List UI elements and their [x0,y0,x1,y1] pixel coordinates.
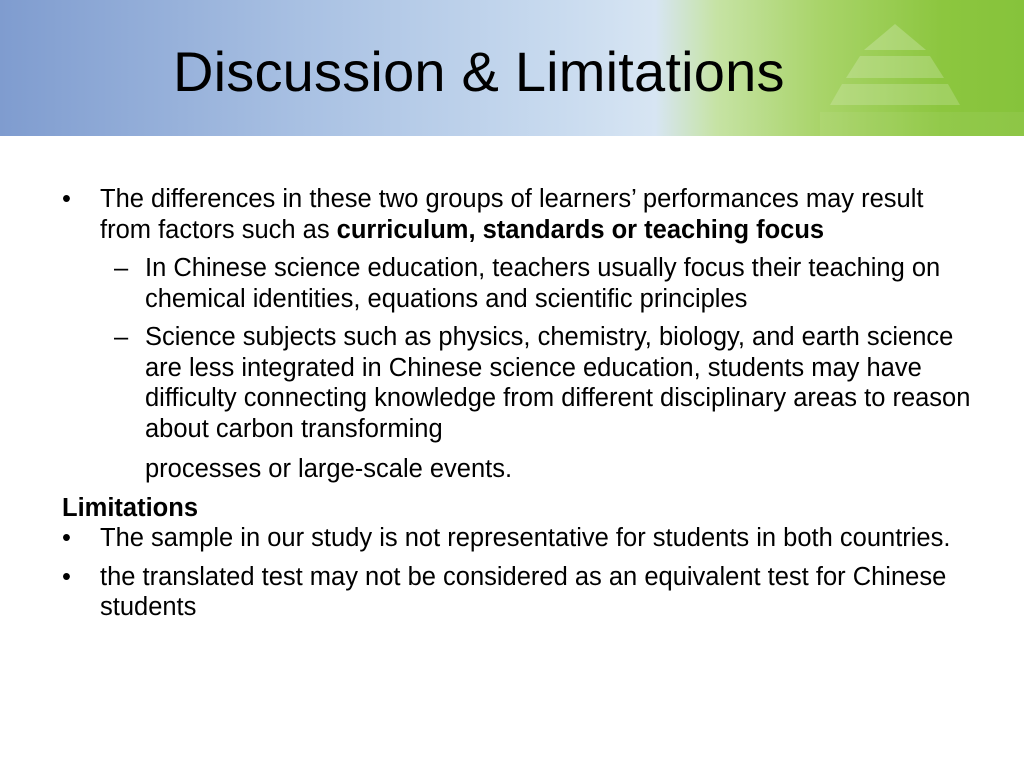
bullet-marker: • [62,524,71,552]
sub-bullet-item [62,253,972,314]
bullet-text: The sample in our study is not representative for students in both countries. [100,524,951,552]
bullet-item [62,562,972,623]
continuation-text: processes or large-scale events. [145,455,513,483]
slide-header [0,0,1024,136]
bullet-bold-text: curriculum, standards or teaching focus [336,215,825,244]
bullet-item [62,523,972,554]
bullet-marker: • [62,562,71,591]
sub-bullet-text: Science subjects such as physics, chemistry, biology, and earth science are less integrated in Chinese science education, students may have difficulty connecting knowledge from different disciplinary areas to reason about carbon transforming [145,323,971,443]
sub-bullet-text: In Chinese science education, teachers usually focus their teaching on chemical identities, equations and scientific principles [145,254,941,313]
dash-marker: – [114,323,129,351]
dash-marker: – [114,254,129,282]
bullet-item [62,184,972,245]
limitations-heading: Limitations [62,493,199,522]
slide-body [62,184,972,623]
bullet-text: The differences in these two groups of learners’ performances may result from factors such as [100,185,924,244]
bullet-text: the translated test may not be considered as an equivalent test for Chinese students [100,562,947,621]
slide-title: Discussion & Limitations [173,40,785,103]
sub-bullet-item [62,322,972,444]
bullet-marker: • [62,185,71,213]
